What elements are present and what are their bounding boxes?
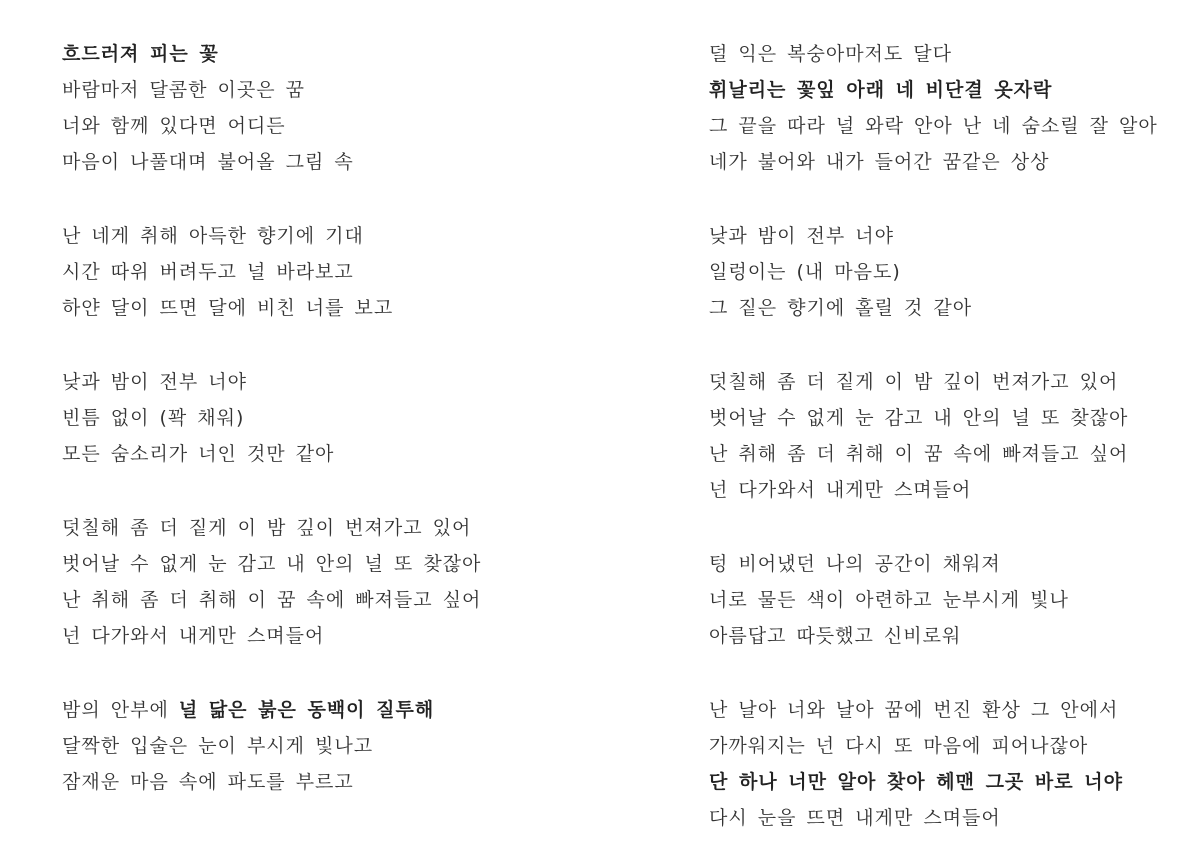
lyric-line xyxy=(709,436,1169,472)
lyric-line xyxy=(62,546,662,582)
lyric-text: 덧칠해 좀 더 짙게 이 밤 깊이 번져가고 있어 xyxy=(709,371,1119,393)
lyric-line xyxy=(62,72,662,108)
lyric-line xyxy=(62,510,662,546)
lyric-line xyxy=(709,290,1169,326)
lyric-line xyxy=(62,364,662,400)
lyrics-stanza xyxy=(62,692,662,800)
lyric-text: 가까워지는 넌 다시 또 마음에 피어나잖아 xyxy=(709,735,1089,757)
lyric-text: 다시 눈을 뜨면 내게만 스며들어 xyxy=(709,807,1001,829)
lyrics-stanza xyxy=(709,218,1169,326)
lyrics-stanza xyxy=(62,364,662,472)
lyric-line xyxy=(709,764,1169,800)
lyric-line xyxy=(709,618,1169,654)
lyric-line xyxy=(709,800,1169,836)
lyrics-stanza xyxy=(62,218,662,326)
stanza-gap xyxy=(709,508,1169,546)
lyric-text: 넌 다가와서 내게만 스며들어 xyxy=(709,479,972,501)
lyric-line xyxy=(62,144,662,180)
lyrics-stanza xyxy=(62,36,662,180)
lyric-text: 벗어날 수 없게 눈 감고 내 안의 널 또 찾잖아 xyxy=(62,553,482,575)
lyric-text: 밤의 안부에 xyxy=(62,699,179,721)
lyrics-stanza xyxy=(62,510,662,654)
lyric-text: 그 짙은 향기에 홀릴 것 같아 xyxy=(709,297,973,319)
lyric-line xyxy=(709,400,1169,436)
lyric-line xyxy=(62,254,662,290)
lyric-line xyxy=(709,546,1169,582)
stanza-gap xyxy=(62,472,662,510)
lyric-text-bold: 단 하나 너만 알아 찾아 헤맨 그곳 바로 너야 xyxy=(709,771,1123,793)
lyric-text: 네가 불어와 내가 들어간 꿈같은 상상 xyxy=(709,151,1050,173)
lyric-line xyxy=(709,36,1169,72)
stanza-gap xyxy=(62,180,662,218)
lyric-text: 바람마저 달콤한 이곳은 꿈 xyxy=(62,79,306,101)
lyric-text: 빈틈 없이 (꽉 채워) xyxy=(62,407,245,429)
lyric-text: 너와 함께 있다면 어디든 xyxy=(62,115,286,137)
lyric-text-bold: 널 닮은 붉은 동백이 질투해 xyxy=(178,699,435,721)
lyric-line xyxy=(62,728,662,764)
lyrics-stanza xyxy=(709,692,1169,836)
lyrics-stanza xyxy=(709,364,1169,508)
lyric-line xyxy=(709,472,1169,508)
lyric-text: 모든 숨소리가 너인 것만 같아 xyxy=(62,443,335,465)
stanza-gap xyxy=(709,326,1169,364)
lyric-line xyxy=(709,254,1169,290)
lyric-line xyxy=(709,364,1169,400)
lyric-text: 하얀 달이 뜨면 달에 비친 너를 보고 xyxy=(62,297,394,319)
lyric-line xyxy=(709,218,1169,254)
lyric-text: 잠재운 마음 속에 파도를 부르고 xyxy=(62,771,354,793)
stanza-gap xyxy=(62,326,662,364)
lyrics-stanza xyxy=(709,546,1169,654)
lyric-line xyxy=(709,728,1169,764)
lyric-text: 덧칠해 좀 더 짙게 이 밤 깊이 번져가고 있어 xyxy=(62,517,472,539)
lyric-text: 마음이 나풀대며 불어올 그림 속 xyxy=(62,151,354,173)
lyric-line xyxy=(62,36,662,72)
lyric-text: 달짝한 입술은 눈이 부시게 빛나고 xyxy=(62,735,374,757)
lyric-line xyxy=(62,218,662,254)
lyric-text: 그 끝을 따라 널 와락 안아 난 네 숨소릴 잘 알아 xyxy=(709,115,1158,137)
lyric-text-bold: 휘날리는 꽃잎 아래 네 비단결 옷자락 xyxy=(709,79,1053,101)
lyric-text: 낮과 밤이 전부 너야 xyxy=(709,225,894,247)
lyric-text: 난 취해 좀 더 취해 이 꿈 속에 빠져들고 싶어 xyxy=(62,589,482,611)
lyric-line xyxy=(62,436,662,472)
lyric-line xyxy=(709,72,1169,108)
lyric-text: 덜 익은 복숭아마저도 달다 xyxy=(709,43,953,65)
lyric-line xyxy=(62,582,662,618)
lyric-line xyxy=(709,144,1169,180)
lyric-text: 벗어날 수 없게 눈 감고 내 안의 널 또 찾잖아 xyxy=(709,407,1129,429)
lyric-line xyxy=(709,692,1169,728)
stanza-gap xyxy=(709,180,1169,218)
lyrics-stanza xyxy=(709,36,1169,180)
lyric-text-bold: 흐드러져 피는 꽃 xyxy=(62,43,219,65)
lyric-text: 난 날아 너와 날아 꿈에 번진 환상 그 안에서 xyxy=(709,699,1119,721)
lyric-text: 너로 물든 색이 아련하고 눈부시게 빛나 xyxy=(709,589,1069,611)
lyric-line xyxy=(62,400,662,436)
lyric-text: 난 취해 좀 더 취해 이 꿈 속에 빠져들고 싶어 xyxy=(709,443,1129,465)
stanza-gap xyxy=(709,654,1169,692)
lyric-text: 넌 다가와서 내게만 스며들어 xyxy=(62,625,325,647)
lyrics-right-column xyxy=(709,36,1169,836)
lyric-line xyxy=(62,692,662,728)
lyric-line xyxy=(709,582,1169,618)
lyric-text: 낮과 밤이 전부 너야 xyxy=(62,371,247,393)
lyric-line xyxy=(62,108,662,144)
lyric-text: 아름답고 따듯했고 신비로워 xyxy=(709,625,962,647)
lyric-line xyxy=(62,290,662,326)
lyrics-left-column xyxy=(62,36,662,800)
lyric-line xyxy=(62,618,662,654)
lyric-line xyxy=(709,108,1169,144)
lyric-text: 난 네게 취해 아득한 향기에 기대 xyxy=(62,225,364,247)
lyric-text: 텅 비어냈던 나의 공간이 채워져 xyxy=(709,553,1001,575)
stanza-gap xyxy=(62,654,662,692)
lyric-line xyxy=(62,764,662,800)
lyric-text: 시간 따위 버려두고 널 바라보고 xyxy=(62,261,354,283)
lyric-text: 일렁이는 (내 마음도) xyxy=(709,261,901,283)
